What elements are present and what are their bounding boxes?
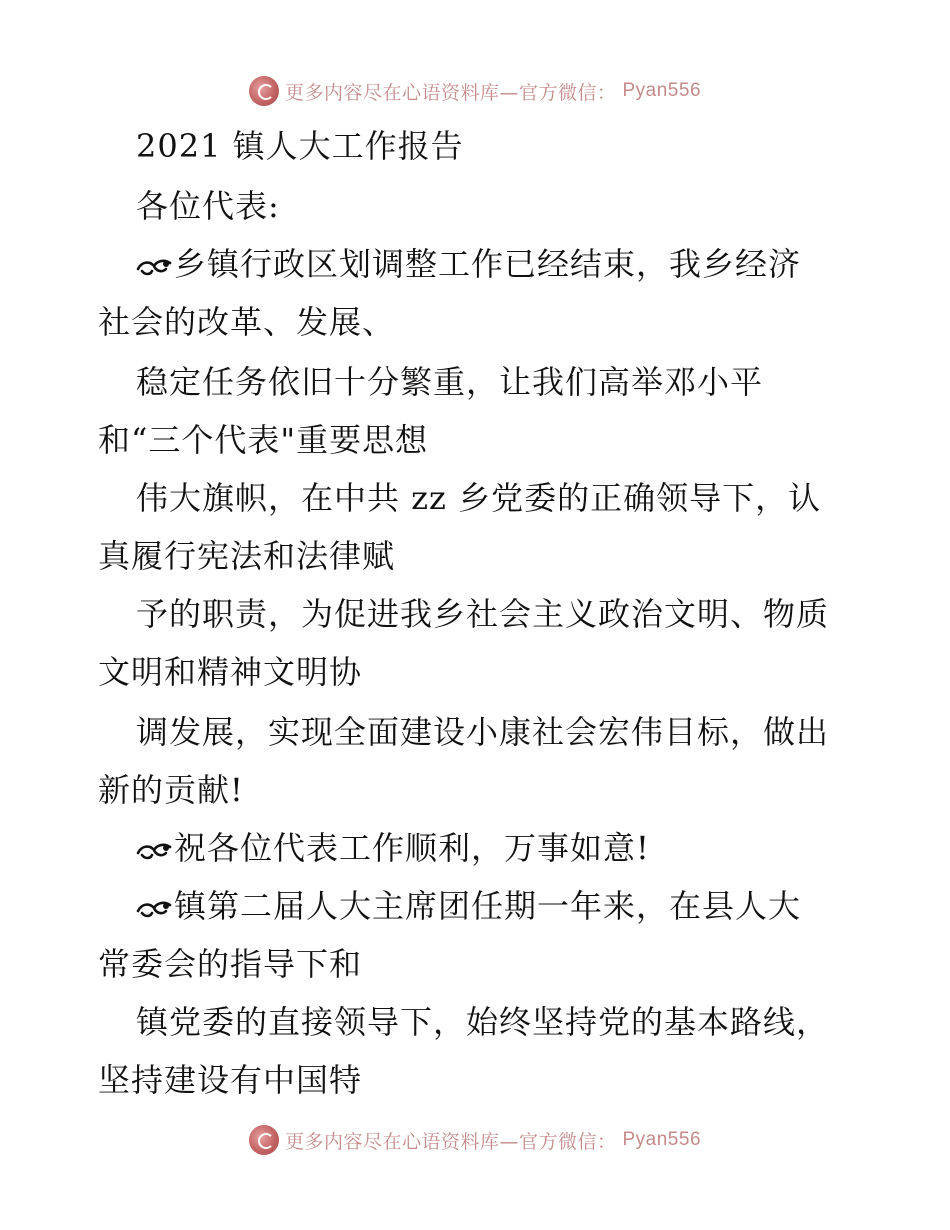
watermark-wechat-id: Pyan556 xyxy=(622,80,702,101)
paragraph-line: 伟大旗帜，在中共 zz 乡党委的正确领导下，认 xyxy=(136,479,822,517)
paragraph-line xyxy=(136,886,801,926)
paragraph-line: 常委会的指导下和 xyxy=(98,945,363,983)
watermark-wechat-id: Pyan556 xyxy=(622,1129,702,1150)
paragraph-line: 新的贡献! xyxy=(98,771,244,809)
paragraph-line: 调发展，实现全面建设小康社会宏伟目标，做出 xyxy=(136,713,830,751)
paragraph-line xyxy=(136,244,801,284)
hand-pointer-icon xyxy=(136,839,172,861)
paragraph-text: 镇第二届人大主席团任期一年来，在县人大 xyxy=(174,887,802,925)
paragraph-text: 乡镇行政区划调整工作已经结束，我乡经济 xyxy=(174,245,802,283)
footer-watermark xyxy=(0,1120,950,1160)
hand-pointer-icon xyxy=(136,897,172,919)
document-title: 2021 镇人大工作报告 xyxy=(136,127,464,165)
paragraph-text: 祝各位代表工作顺利，万事如意! xyxy=(174,829,650,867)
paragraph-line: 文明和精神文明协 xyxy=(98,653,363,691)
watermark-text: 更多内容尽在心语资料库—官方微信： xyxy=(284,1130,617,1153)
paragraph-line: 和“三个代表"重要思想 xyxy=(98,421,429,459)
paragraph-line: 予的职责，为促进我乡社会主义政治文明、物质 xyxy=(136,595,830,633)
paragraph-line: 真履行宪法和法律赋 xyxy=(98,537,396,575)
paragraph-line xyxy=(136,828,650,868)
salutation: 各位代表: xyxy=(136,187,280,225)
paragraph-line: 镇党委的直接领导下，始终坚持党的基本路线， xyxy=(136,1003,830,1041)
hand-pointer-icon xyxy=(136,255,172,277)
watermark-text: 更多内容尽在心语资料库—官方微信： xyxy=(284,81,617,104)
paragraph-line: 稳定任务依旧十分繁重，让我们高举邓小平 xyxy=(136,363,764,401)
paragraph-line: 社会的改革、发展、 xyxy=(98,303,396,341)
pen-seal-icon xyxy=(249,1125,279,1155)
paragraph-line: 坚持建设有中国特 xyxy=(98,1061,363,1099)
